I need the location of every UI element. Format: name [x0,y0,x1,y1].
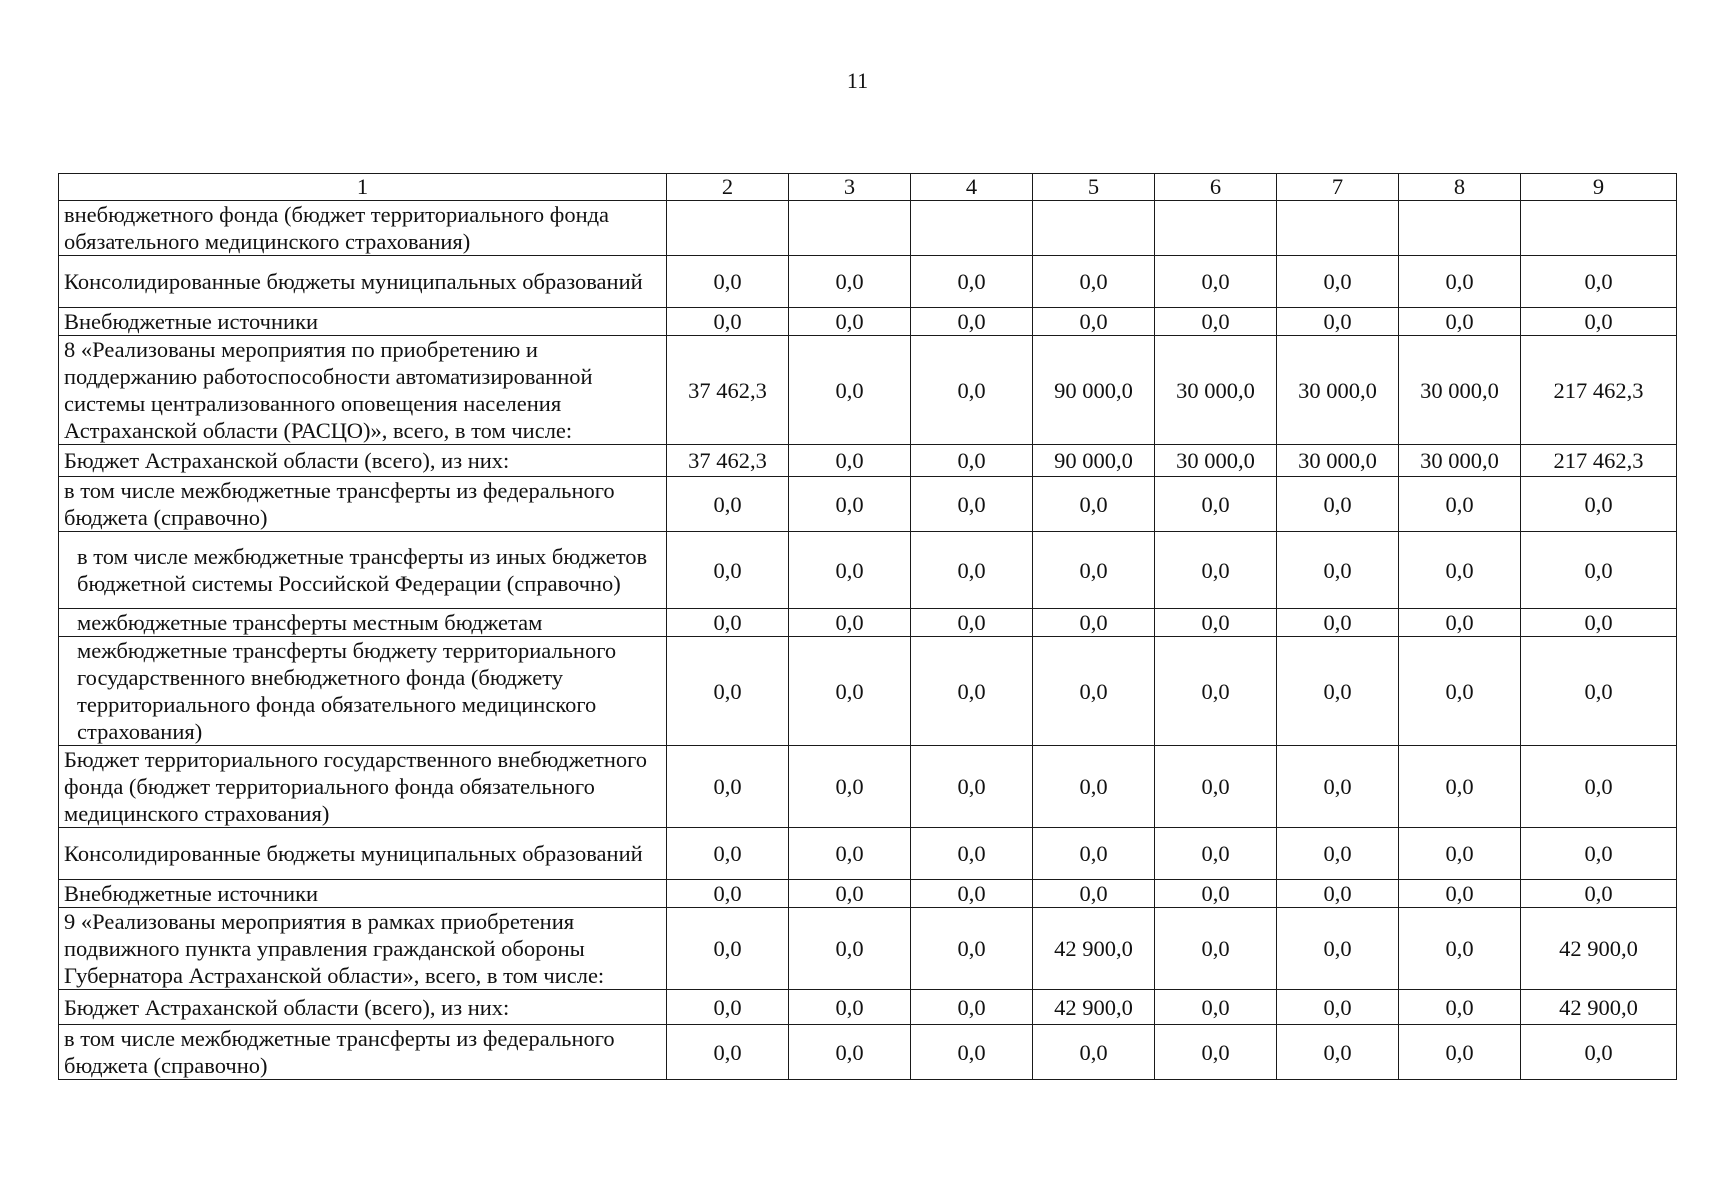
table-row [59,1025,1677,1080]
value-cell-col-4: 0,0 [911,828,1033,880]
value-cell-col-8: 0,0 [1399,532,1521,609]
value-cell-col-3: 0,0 [789,532,911,609]
value-cell-col-3: 0,0 [789,256,911,308]
row-label: межбюджетные трансферты местным бюджетам [59,609,667,637]
column-header-9: 9 [1521,174,1677,201]
column-header-6: 6 [1155,174,1277,201]
value-cell-col-2: 0,0 [667,1025,789,1080]
value-cell-col-6: 30 000,0 [1155,445,1277,477]
value-cell-col-6: 0,0 [1155,880,1277,908]
value-cell-col-7: 0,0 [1277,637,1399,746]
value-cell-col-8: 0,0 [1399,828,1521,880]
value-cell-col-4: 0,0 [911,477,1033,532]
value-cell-col-8: 0,0 [1399,1025,1521,1080]
value-cell-col-7 [1277,201,1399,256]
value-cell-col-9: 42 900,0 [1521,908,1677,990]
value-cell-col-2: 0,0 [667,477,789,532]
value-cell-col-3: 0,0 [789,828,911,880]
value-cell-col-7: 0,0 [1277,1025,1399,1080]
table-row [59,445,1677,477]
table-row [59,609,1677,637]
row-label: Бюджет территориального государственного внебюджетного фонда (бюджет территориального фонда обязательного медицинского страхования) [59,746,667,828]
value-cell-col-9: 0,0 [1521,637,1677,746]
row-label: Консолидированные бюджеты муниципальных образований [59,828,667,880]
value-cell-col-6: 0,0 [1155,908,1277,990]
column-header-2: 2 [667,174,789,201]
value-cell-col-4: 0,0 [911,445,1033,477]
value-cell-col-5: 0,0 [1033,308,1155,336]
table-header [59,174,1677,201]
table-row [59,256,1677,308]
page-number: 11 [846,68,869,93]
value-cell-col-6: 0,0 [1155,532,1277,609]
value-cell-col-4: 0,0 [911,609,1033,637]
table-row [59,201,1677,256]
value-cell-col-5: 0,0 [1033,609,1155,637]
value-cell-col-6: 0,0 [1155,637,1277,746]
value-cell-col-8: 0,0 [1399,908,1521,990]
table-row [59,880,1677,908]
value-cell-col-7: 0,0 [1277,532,1399,609]
value-cell-col-9: 217 462,3 [1521,445,1677,477]
value-cell-col-2: 0,0 [667,880,789,908]
value-cell-col-5: 0,0 [1033,256,1155,308]
value-cell-col-9: 0,0 [1521,256,1677,308]
value-cell-col-6: 0,0 [1155,477,1277,532]
value-cell-col-3: 0,0 [789,445,911,477]
value-cell-col-3: 0,0 [789,908,911,990]
value-cell-col-7: 0,0 [1277,828,1399,880]
table-row [59,637,1677,746]
value-cell-col-7: 0,0 [1277,477,1399,532]
row-label: межбюджетные трансферты бюджету территориального государственного внебюджетного фонда (бюджету территориального фонда обязательного медицинского страхования) [59,637,667,746]
value-cell-col-5: 0,0 [1033,637,1155,746]
value-cell-col-8: 0,0 [1399,990,1521,1025]
value-cell-col-8: 30 000,0 [1399,336,1521,445]
value-cell-col-5: 42 900,0 [1033,908,1155,990]
value-cell-col-7: 0,0 [1277,880,1399,908]
value-cell-col-6: 30 000,0 [1155,336,1277,445]
row-label: Внебюджетные источники [59,880,667,908]
value-cell-col-9: 0,0 [1521,477,1677,532]
row-label: 9 «Реализованы мероприятия в рамках приобретения подвижного пункта управления гражданской обороны Губернатора Астраханской области», всего, в том числе: [59,908,667,990]
value-cell-col-9: 0,0 [1521,880,1677,908]
value-cell-col-2: 0,0 [667,908,789,990]
value-cell-col-5: 0,0 [1033,1025,1155,1080]
value-cell-col-4: 0,0 [911,746,1033,828]
value-cell-col-7: 0,0 [1277,308,1399,336]
row-label: в том числе межбюджетные трансферты из федерального бюджета (справочно) [59,477,667,532]
value-cell-col-4: 0,0 [911,532,1033,609]
value-cell-col-5 [1033,201,1155,256]
header-row [59,174,1677,201]
value-cell-col-2: 0,0 [667,746,789,828]
value-cell-col-2: 0,0 [667,828,789,880]
value-cell-col-2: 0,0 [667,637,789,746]
value-cell-col-3: 0,0 [789,637,911,746]
value-cell-col-2 [667,201,789,256]
value-cell-col-2: 0,0 [667,990,789,1025]
value-cell-col-5: 0,0 [1033,880,1155,908]
row-label: Бюджет Астраханской области (всего), из них: [59,445,667,477]
table-row [59,746,1677,828]
value-cell-col-4 [911,201,1033,256]
value-cell-col-4: 0,0 [911,880,1033,908]
row-label: Консолидированные бюджеты муниципальных образований [59,256,667,308]
value-cell-col-3: 0,0 [789,1025,911,1080]
value-cell-col-5: 0,0 [1033,477,1155,532]
value-cell-col-7: 0,0 [1277,609,1399,637]
row-label: в том числе межбюджетные трансферты из иных бюджетов бюджетной системы Российской Федерации (справочно) [59,532,667,609]
value-cell-col-8: 30 000,0 [1399,445,1521,477]
value-cell-col-8: 0,0 [1399,746,1521,828]
value-cell-col-2: 0,0 [667,256,789,308]
column-header-7: 7 [1277,174,1399,201]
value-cell-col-2: 0,0 [667,308,789,336]
value-cell-col-8: 0,0 [1399,609,1521,637]
value-cell-col-8: 0,0 [1399,880,1521,908]
table-row [59,308,1677,336]
value-cell-col-9 [1521,201,1677,256]
column-header-5: 5 [1033,174,1155,201]
value-cell-col-7: 30 000,0 [1277,445,1399,477]
column-header-8: 8 [1399,174,1521,201]
value-cell-col-2: 0,0 [667,609,789,637]
value-cell-col-8: 0,0 [1399,477,1521,532]
value-cell-col-2: 37 462,3 [667,336,789,445]
table-row [59,532,1677,609]
value-cell-col-7: 0,0 [1277,990,1399,1025]
value-cell-col-4: 0,0 [911,256,1033,308]
value-cell-col-6: 0,0 [1155,746,1277,828]
column-header-1: 1 [59,174,667,201]
value-cell-col-3: 0,0 [789,336,911,445]
value-cell-col-6: 0,0 [1155,609,1277,637]
value-cell-col-6: 0,0 [1155,990,1277,1025]
value-cell-col-9: 0,0 [1521,532,1677,609]
table-row [59,990,1677,1025]
value-cell-col-9: 217 462,3 [1521,336,1677,445]
value-cell-col-6: 0,0 [1155,828,1277,880]
value-cell-col-5: 0,0 [1033,746,1155,828]
value-cell-col-4: 0,0 [911,990,1033,1025]
value-cell-col-4: 0,0 [911,1025,1033,1080]
value-cell-col-8: 0,0 [1399,256,1521,308]
value-cell-col-5: 90 000,0 [1033,445,1155,477]
column-header-4: 4 [911,174,1033,201]
value-cell-col-2: 37 462,3 [667,445,789,477]
value-cell-col-4: 0,0 [911,637,1033,746]
value-cell-col-4: 0,0 [911,908,1033,990]
column-header-3: 3 [789,174,911,201]
value-cell-col-8: 0,0 [1399,637,1521,746]
value-cell-col-8: 0,0 [1399,308,1521,336]
value-cell-col-6: 0,0 [1155,308,1277,336]
row-label: Бюджет Астраханской области (всего), из них: [59,990,667,1025]
value-cell-col-6: 0,0 [1155,256,1277,308]
value-cell-col-3: 0,0 [789,990,911,1025]
value-cell-col-3: 0,0 [789,477,911,532]
value-cell-col-9: 0,0 [1521,1025,1677,1080]
table-row [59,336,1677,445]
value-cell-col-9: 42 900,0 [1521,990,1677,1025]
value-cell-col-8 [1399,201,1521,256]
row-label: в том числе межбюджетные трансферты из федерального бюджета (справочно) [59,1025,667,1080]
value-cell-col-3: 0,0 [789,746,911,828]
value-cell-col-9: 0,0 [1521,308,1677,336]
budget-table [58,173,1677,1080]
value-cell-col-7: 0,0 [1277,746,1399,828]
row-label: Внебюджетные источники [59,308,667,336]
value-cell-col-3: 0,0 [789,609,911,637]
value-cell-col-7: 0,0 [1277,256,1399,308]
value-cell-col-4: 0,0 [911,308,1033,336]
table-row [59,477,1677,532]
value-cell-col-5: 0,0 [1033,828,1155,880]
value-cell-col-9: 0,0 [1521,609,1677,637]
row-label: 8 «Реализованы мероприятия по приобретению и поддержанию работоспособности автоматизированной системы централизованного оповещения населения Астраханской области (РАСЦО)», всего, в том числе: [59,336,667,445]
table-row [59,908,1677,990]
value-cell-col-7: 30 000,0 [1277,336,1399,445]
value-cell-col-9: 0,0 [1521,746,1677,828]
value-cell-col-6 [1155,201,1277,256]
value-cell-col-3: 0,0 [789,880,911,908]
value-cell-col-5: 42 900,0 [1033,990,1155,1025]
row-label: внебюджетного фонда (бюджет территориального фонда обязательного медицинского страхования) [59,201,667,256]
value-cell-col-6: 0,0 [1155,1025,1277,1080]
table-row [59,828,1677,880]
value-cell-col-2: 0,0 [667,532,789,609]
value-cell-col-7: 0,0 [1277,908,1399,990]
value-cell-col-4: 0,0 [911,336,1033,445]
value-cell-col-3 [789,201,911,256]
value-cell-col-9: 0,0 [1521,828,1677,880]
value-cell-col-3: 0,0 [789,308,911,336]
value-cell-col-5: 0,0 [1033,532,1155,609]
table-body [59,201,1677,1080]
value-cell-col-5: 90 000,0 [1033,336,1155,445]
